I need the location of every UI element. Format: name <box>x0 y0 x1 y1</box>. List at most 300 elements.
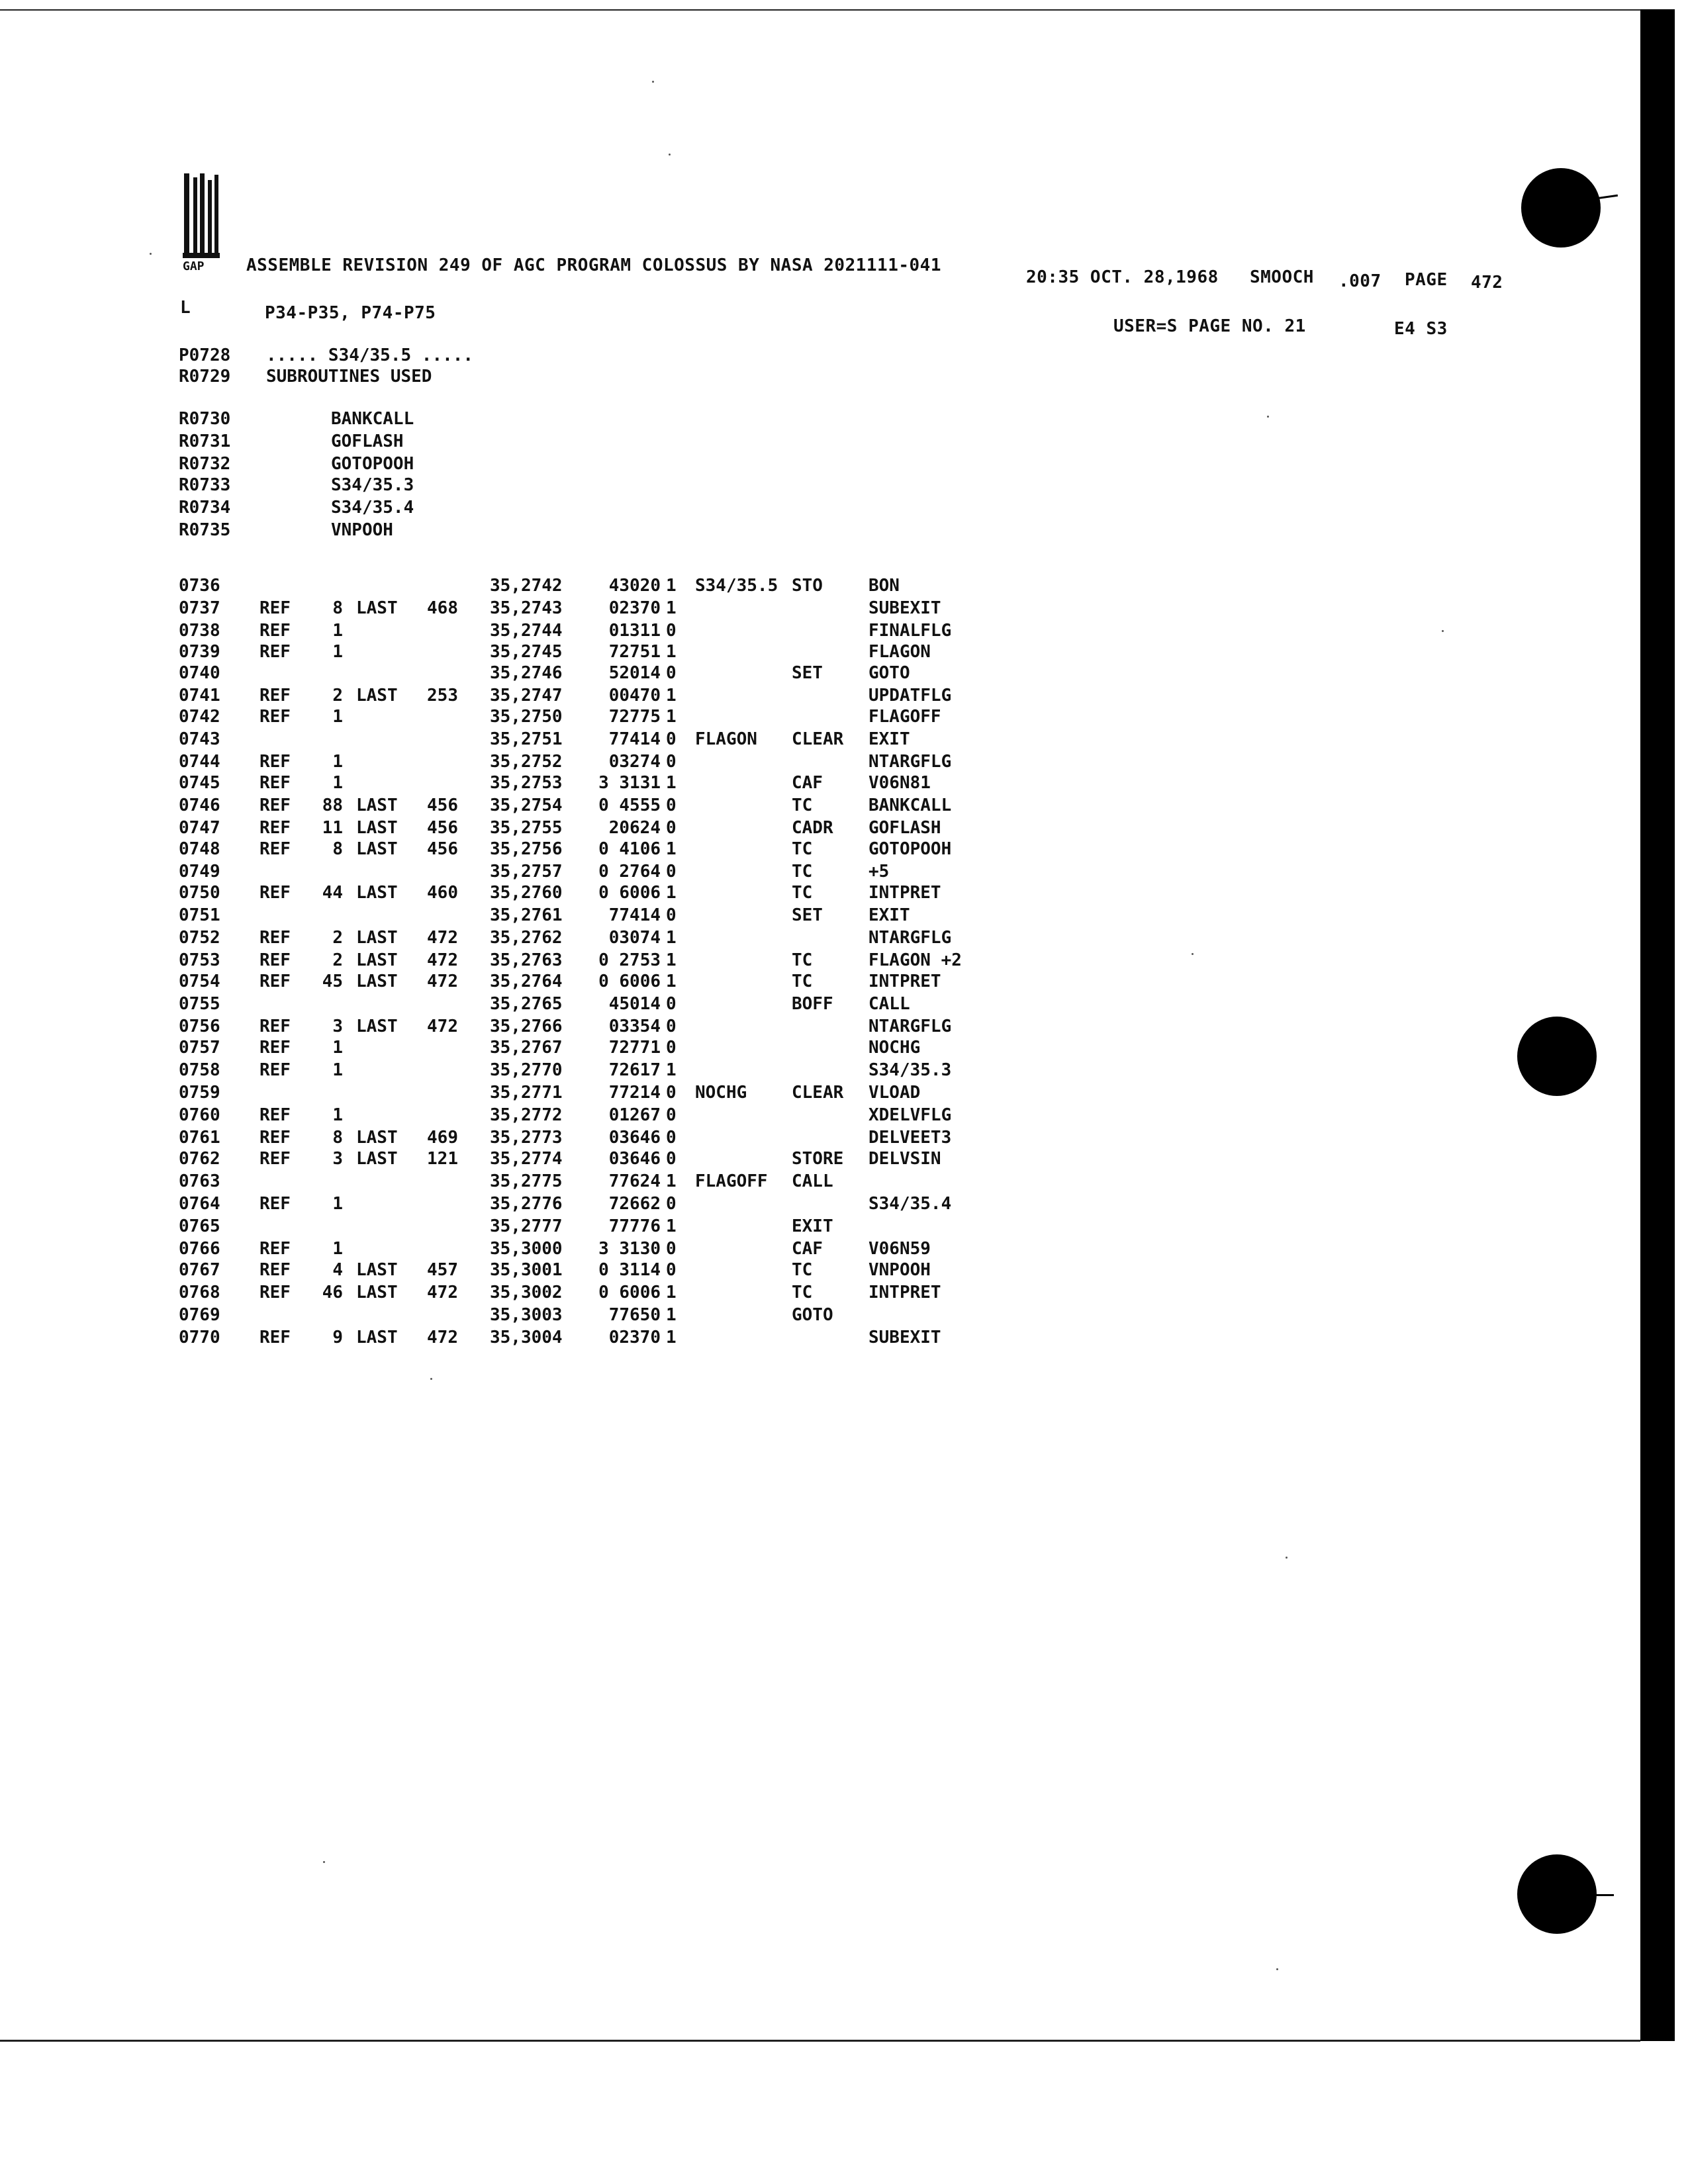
symbol-label: FLAGON <box>695 729 757 749</box>
line-number: 0761 <box>179 1128 220 1148</box>
parity-bit: 1 <box>666 686 677 705</box>
last-page: 468 <box>427 598 458 618</box>
octal-word: 02370 <box>608 1328 661 1347</box>
ref-marker: REF <box>259 972 291 991</box>
memory-address: 35,2743 <box>490 598 563 618</box>
listing-row <box>0 773 1640 796</box>
printer-logo <box>180 173 226 271</box>
punch-hole-bottom <box>1517 1854 1597 1934</box>
user-page-number: USER=S PAGE NO. 21 <box>1113 316 1306 336</box>
ref-count: 1 <box>332 1194 343 1214</box>
memory-address: 35,2742 <box>490 576 563 596</box>
scan-speck <box>1267 416 1269 418</box>
ref-count: 3 <box>332 1017 343 1036</box>
octal-word: 03274 <box>608 752 661 772</box>
octal-word: 72662 <box>608 1194 661 1214</box>
octal-word: 77414 <box>608 905 661 925</box>
parity-bit: 0 <box>666 1105 677 1125</box>
memory-address: 35,2746 <box>490 663 563 683</box>
operand: GOFLASH <box>868 818 941 838</box>
last-marker: LAST <box>356 839 398 859</box>
memory-address: 35,3004 <box>490 1328 563 1347</box>
line-number: 0738 <box>179 621 220 641</box>
line-number: 0756 <box>179 1017 220 1036</box>
opcode: TC <box>792 950 813 970</box>
octal-word: 03354 <box>608 1017 661 1036</box>
last-page: 457 <box>427 1260 458 1280</box>
line-number: 0757 <box>179 1038 220 1058</box>
last-marker: LAST <box>356 1328 398 1347</box>
line-number: 0748 <box>179 839 220 859</box>
ref-marker: REF <box>259 1194 291 1214</box>
ref-count: 2 <box>332 686 343 705</box>
line-number: 0739 <box>179 642 220 662</box>
octal-word: 52014 <box>608 663 661 683</box>
line-number: 0766 <box>179 1239 220 1259</box>
opcode: TC <box>792 796 813 815</box>
parity-bit: 1 <box>666 972 677 991</box>
ref-marker: REF <box>259 1239 291 1259</box>
line-number: 0764 <box>179 1194 220 1214</box>
octal-word: 0 3114 <box>598 1260 661 1280</box>
line-number: 0751 <box>179 905 220 925</box>
line-number: 0740 <box>179 663 220 683</box>
listing-row <box>0 1260 1640 1283</box>
listing-row <box>0 1328 1640 1350</box>
scan-speck <box>1276 1968 1278 1970</box>
ref-marker: REF <box>259 1060 291 1080</box>
memory-address: 35,2765 <box>490 994 563 1014</box>
octal-word: 20624 <box>608 818 661 838</box>
scan-speck <box>652 81 654 83</box>
parity-bit: 0 <box>666 1083 677 1103</box>
scan-speck <box>1442 630 1444 632</box>
listing-row <box>0 621 1640 643</box>
ref-count: 1 <box>332 642 343 662</box>
line-number: 0743 <box>179 729 220 749</box>
memory-address: 35,2751 <box>490 729 563 749</box>
ref-marker: REF <box>259 773 291 793</box>
memory-address: 35,2744 <box>490 621 563 641</box>
listing-row <box>0 576 1640 598</box>
ref-marker: REF <box>259 818 291 838</box>
opcode: TC <box>792 839 813 859</box>
scan-speck <box>430 1378 432 1380</box>
operand: V06N59 <box>868 1239 931 1259</box>
operand: S34/35.3 <box>868 1060 952 1080</box>
line-number: 0747 <box>179 818 220 838</box>
listing-row <box>0 1017 1640 1039</box>
scan-speck <box>1286 1557 1288 1559</box>
last-page: 456 <box>427 818 458 838</box>
octal-word: 77414 <box>608 729 661 749</box>
parity-bit: 0 <box>666 1194 677 1214</box>
parity-bit: 1 <box>666 576 677 596</box>
parity-bit: 0 <box>666 729 677 749</box>
subroutine-line: R0733 S34/35.3 <box>179 475 414 495</box>
page-bottom-edge <box>0 2040 1640 2042</box>
listing-suffix: .007 <box>1338 271 1382 291</box>
memory-address: 35,2750 <box>490 707 563 727</box>
listing-user: SMOOCH <box>1250 267 1314 287</box>
parity-bit: 1 <box>666 1328 677 1347</box>
last-marker: LAST <box>356 1283 398 1302</box>
listing-row <box>0 1171 1640 1194</box>
opcode: TC <box>792 862 813 882</box>
last-marker: LAST <box>356 972 398 991</box>
operand: BANKCALL <box>868 796 952 815</box>
listing-row <box>0 729 1640 752</box>
operand: SUBEXIT <box>868 1328 941 1347</box>
listing-row <box>0 796 1640 818</box>
octal-word: 01267 <box>608 1105 661 1125</box>
octal-word: 0 2753 <box>598 950 661 970</box>
memory-address: 35,2755 <box>490 818 563 838</box>
listing-row <box>0 663 1640 686</box>
subroutine-line: R0734 S34/35.4 <box>179 498 414 518</box>
ref-count: 46 <box>322 1283 343 1302</box>
octal-word: 72771 <box>608 1038 661 1058</box>
operand: DELVEET3 <box>868 1128 952 1148</box>
operand: SUBEXIT <box>868 598 941 618</box>
ref-count: 3 <box>332 1149 343 1169</box>
ref-count: 9 <box>332 1328 343 1347</box>
operand: DELVSIN <box>868 1149 941 1169</box>
operand: EXIT <box>868 905 910 925</box>
memory-address: 35,2772 <box>490 1105 563 1125</box>
page-number: 472 <box>1471 273 1503 293</box>
octal-word: 03074 <box>608 928 661 948</box>
operand: NTARGFLG <box>868 1017 952 1036</box>
operand: FLAGOFF <box>868 707 941 727</box>
octal-word: 3 3130 <box>598 1239 661 1259</box>
octal-word: 03646 <box>608 1128 661 1148</box>
parity-bit: 0 <box>666 1260 677 1280</box>
parity-bit: 0 <box>666 796 677 815</box>
ref-marker: REF <box>259 796 291 815</box>
line-number: 0745 <box>179 773 220 793</box>
parity-bit: 0 <box>666 752 677 772</box>
ref-marker: REF <box>259 1128 291 1148</box>
listing-row <box>0 818 1640 841</box>
octal-word: 45014 <box>608 994 661 1014</box>
page-label: PAGE <box>1405 270 1448 290</box>
operand: V06N81 <box>868 773 931 793</box>
ref-count: 4 <box>332 1260 343 1280</box>
memory-address: 35,2777 <box>490 1216 563 1236</box>
operand: BON <box>868 576 900 596</box>
parity-bit: 0 <box>666 663 677 683</box>
ref-count: 8 <box>332 1128 343 1148</box>
octal-word: 0 6006 <box>598 972 661 991</box>
operand: FLAGON <box>868 642 931 662</box>
last-marker: LAST <box>356 1017 398 1036</box>
octal-word: 01311 <box>608 621 661 641</box>
line-number: 0742 <box>179 707 220 727</box>
memory-address: 35,2762 <box>490 928 563 948</box>
listing-row <box>0 1305 1640 1328</box>
last-marker: LAST <box>356 928 398 948</box>
symbol-label: S34/35.5 <box>695 576 778 596</box>
last-marker: LAST <box>356 818 398 838</box>
line-number: 0769 <box>179 1305 220 1325</box>
line-number: 0749 <box>179 862 220 882</box>
opcode: TC <box>792 972 813 991</box>
memory-address: 35,2761 <box>490 905 563 925</box>
line-number: 0736 <box>179 576 220 596</box>
last-page: 456 <box>427 839 458 859</box>
octal-word: 0 6006 <box>598 1283 661 1302</box>
listing-row <box>0 1283 1640 1305</box>
scan-speck <box>1192 953 1194 955</box>
listing-row <box>0 883 1640 905</box>
ref-count: 8 <box>332 839 343 859</box>
operand: +5 <box>868 862 890 882</box>
parity-bit: 0 <box>666 621 677 641</box>
parity-bit: 1 <box>666 950 677 970</box>
listing-subtitle: P34-P35, P74-P75 <box>265 303 436 323</box>
opcode: CAF <box>792 773 823 793</box>
opcode: BOFF <box>792 994 833 1014</box>
operand: GOTOPOOH <box>868 839 952 859</box>
listing-row <box>0 1194 1640 1216</box>
ref-count: 1 <box>332 621 343 641</box>
octal-word: 02370 <box>608 598 661 618</box>
octal-word: 0 4555 <box>598 796 661 815</box>
scan-speck <box>150 253 152 255</box>
octal-word: 0 4106 <box>598 839 661 859</box>
ref-count: 2 <box>332 950 343 970</box>
opcode: STO <box>792 576 823 596</box>
ref-marker: REF <box>259 883 291 903</box>
listing-row <box>0 686 1640 708</box>
ref-marker: REF <box>259 1328 291 1347</box>
listing-row <box>0 972 1640 994</box>
ref-marker: REF <box>259 621 291 641</box>
memory-address: 35,2754 <box>490 796 563 815</box>
last-marker: LAST <box>356 1128 398 1148</box>
line-number: 0770 <box>179 1328 220 1347</box>
ref-marker: REF <box>259 752 291 772</box>
last-page: 472 <box>427 1328 458 1347</box>
last-page: 472 <box>427 972 458 991</box>
ref-marker: REF <box>259 598 291 618</box>
memory-address: 35,2756 <box>490 839 563 859</box>
operand: CALL <box>868 994 910 1014</box>
opcode: CAF <box>792 1239 823 1259</box>
listing-row <box>0 839 1640 862</box>
listing-row <box>0 862 1640 884</box>
parity-bit: 0 <box>666 818 677 838</box>
listing-title: ASSEMBLE REVISION 249 OF AGC PROGRAM COLOSSUS BY NASA 2021111-041 <box>246 255 941 275</box>
operand: XDELVFLG <box>868 1105 952 1125</box>
memory-address: 35,2753 <box>490 773 563 793</box>
octal-word: 72751 <box>608 642 661 662</box>
memory-address: 35,2771 <box>490 1083 563 1103</box>
listing-row <box>0 1128 1640 1150</box>
line-number: 0746 <box>179 796 220 815</box>
listing-code: E4 S3 <box>1394 319 1448 339</box>
octal-word: 77624 <box>608 1171 661 1191</box>
ref-count: 1 <box>332 1038 343 1058</box>
line-number: 0767 <box>179 1260 220 1280</box>
octal-word: 0 6006 <box>598 883 661 903</box>
operand: GOTO <box>868 663 910 683</box>
listing-row <box>0 950 1640 973</box>
opcode: GOTO <box>792 1305 833 1325</box>
parity-bit: 1 <box>666 883 677 903</box>
memory-address: 35,2770 <box>490 1060 563 1080</box>
last-marker: LAST <box>356 686 398 705</box>
line-number: 0763 <box>179 1171 220 1191</box>
parity-bit: 0 <box>666 1038 677 1058</box>
operand: UPDATFLG <box>868 686 952 705</box>
line-number: 0760 <box>179 1105 220 1125</box>
symbol-label: FLAGOFF <box>695 1171 768 1191</box>
line-number: 0744 <box>179 752 220 772</box>
last-page: 472 <box>427 1283 458 1302</box>
ref-count: 88 <box>322 796 343 815</box>
operand: INTPRET <box>868 1283 941 1302</box>
memory-address: 35,2775 <box>490 1171 563 1191</box>
memory-address: 35,2760 <box>490 883 563 903</box>
ref-count: 1 <box>332 752 343 772</box>
parity-bit: 0 <box>666 1128 677 1148</box>
last-page: 456 <box>427 796 458 815</box>
opcode: TC <box>792 1283 813 1302</box>
line-number: 0755 <box>179 994 220 1014</box>
parity-bit: 1 <box>666 928 677 948</box>
octal-word: 77214 <box>608 1083 661 1103</box>
listing-mark: L <box>180 298 191 318</box>
last-marker: LAST <box>356 1149 398 1169</box>
last-page: 469 <box>427 1128 458 1148</box>
ref-marker: REF <box>259 686 291 705</box>
operand: FINALFLG <box>868 621 952 641</box>
ref-marker: REF <box>259 1149 291 1169</box>
parity-bit: 1 <box>666 773 677 793</box>
opcode: SET <box>792 663 823 683</box>
memory-address: 35,3000 <box>490 1239 563 1259</box>
line-number: 0754 <box>179 972 220 991</box>
ref-marker: REF <box>259 707 291 727</box>
parity-bit: 1 <box>666 839 677 859</box>
operand: VLOAD <box>868 1083 921 1103</box>
octal-word: 00470 <box>608 686 661 705</box>
memory-address: 35,3002 <box>490 1283 563 1302</box>
listing-row <box>0 642 1640 664</box>
line-number: 0737 <box>179 598 220 618</box>
ref-count: 11 <box>322 818 343 838</box>
ref-marker: REF <box>259 642 291 662</box>
parity-bit: 1 <box>666 707 677 727</box>
subroutine-line: R0732 GOTOPOOH <box>179 454 414 474</box>
subroutine-line: R0735 VNPOOH <box>179 520 393 540</box>
memory-address: 35,2757 <box>490 862 563 882</box>
octal-word: 0 2764 <box>598 862 661 882</box>
operand: NTARGFLG <box>868 928 952 948</box>
remark-line: R0729 SUBROUTINES USED <box>179 367 432 387</box>
last-marker: LAST <box>356 796 398 815</box>
ref-marker: REF <box>259 928 291 948</box>
listing-row <box>0 905 1640 928</box>
octal-word: 3 3131 <box>598 773 661 793</box>
octal-word: 03646 <box>608 1149 661 1169</box>
subroutine-line: R0730 BANKCALL <box>179 409 414 429</box>
symbol-label: NOCHG <box>695 1083 747 1103</box>
listing-row <box>0 752 1640 774</box>
parity-bit: 1 <box>666 1171 677 1191</box>
opcode: TC <box>792 883 813 903</box>
listing-row <box>0 928 1640 950</box>
ref-marker: REF <box>259 1105 291 1125</box>
line-number: 0758 <box>179 1060 220 1080</box>
opcode: CALL <box>792 1171 833 1191</box>
ref-count: 2 <box>332 928 343 948</box>
subroutine-line: R0731 GOFLASH <box>179 432 404 451</box>
operand: S34/35.4 <box>868 1194 952 1214</box>
scan-speck <box>669 154 671 156</box>
octal-word: 77776 <box>608 1216 661 1236</box>
last-marker: LAST <box>356 598 398 618</box>
opcode: TC <box>792 1260 813 1280</box>
ref-count: 1 <box>332 1239 343 1259</box>
parity-bit: 0 <box>666 1149 677 1169</box>
ref-marker: REF <box>259 1017 291 1036</box>
ref-count: 1 <box>332 773 343 793</box>
parity-bit: 1 <box>666 642 677 662</box>
memory-address: 35,2752 <box>490 752 563 772</box>
operand: VNPOOH <box>868 1260 931 1280</box>
punch-hole-top <box>1521 168 1601 248</box>
listing-row <box>0 1083 1640 1105</box>
line-number: 0759 <box>179 1083 220 1103</box>
operand: NOCHG <box>868 1038 921 1058</box>
line-number: 0768 <box>179 1283 220 1302</box>
operand: FLAGON +2 <box>868 950 962 970</box>
listing-row <box>0 1149 1640 1171</box>
ref-count: 44 <box>322 883 343 903</box>
ref-marker: REF <box>259 839 291 859</box>
page-top-edge <box>0 9 1640 11</box>
opcode: EXIT <box>792 1216 833 1236</box>
last-marker: LAST <box>356 950 398 970</box>
parity-bit: 1 <box>666 1305 677 1325</box>
memory-address: 35,2767 <box>490 1038 563 1058</box>
listing-row <box>0 1105 1640 1128</box>
parity-bit: 1 <box>666 1060 677 1080</box>
line-number: 0753 <box>179 950 220 970</box>
ref-marker: REF <box>259 1260 291 1280</box>
memory-address: 35,2764 <box>490 972 563 991</box>
listing-row <box>0 598 1640 621</box>
line-number: 0750 <box>179 883 220 903</box>
operand: INTPRET <box>868 972 941 991</box>
last-page: 472 <box>427 928 458 948</box>
opcode: STORE <box>792 1149 844 1169</box>
last-marker: LAST <box>356 883 398 903</box>
listing-row <box>0 1239 1640 1261</box>
memory-address: 35,2774 <box>490 1149 563 1169</box>
last-marker: LAST <box>356 1260 398 1280</box>
opcode: SET <box>792 905 823 925</box>
memory-address: 35,2745 <box>490 642 563 662</box>
ref-count: 1 <box>332 1105 343 1125</box>
operand: INTPRET <box>868 883 941 903</box>
memory-address: 35,2766 <box>490 1017 563 1036</box>
ref-marker: REF <box>259 950 291 970</box>
listing-row <box>0 1038 1640 1060</box>
